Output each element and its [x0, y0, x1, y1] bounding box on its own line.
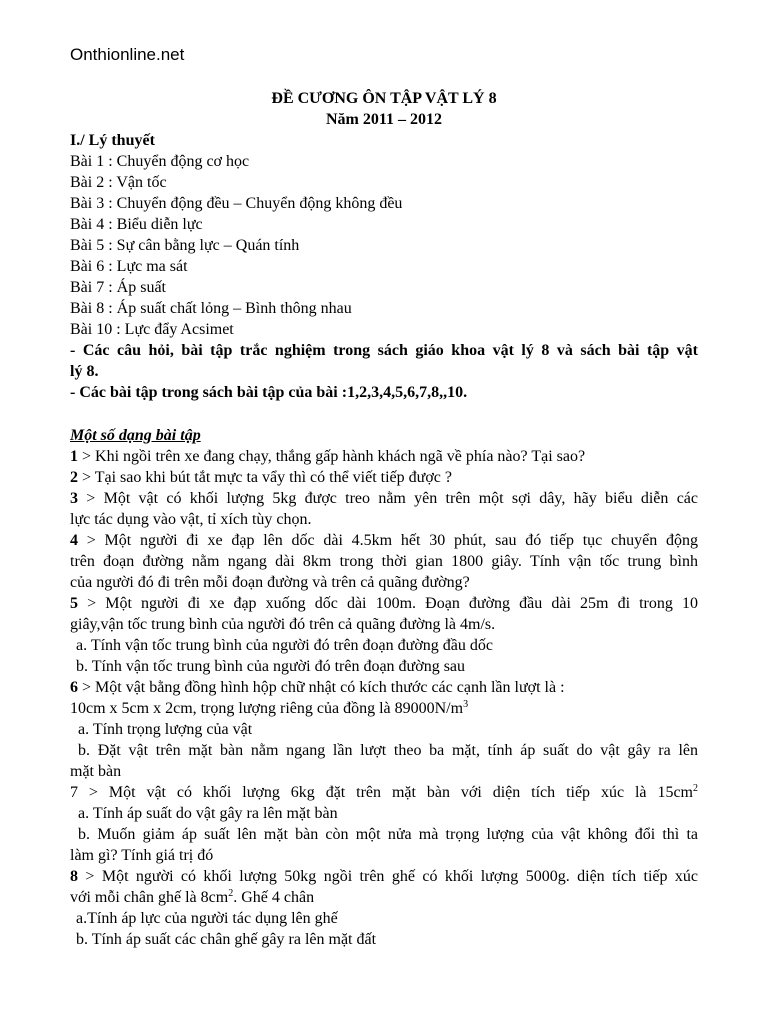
question-number: 2 [70, 469, 78, 486]
lesson-item: Bài 6 : Lực ma sát [70, 258, 188, 275]
question-5-part-b: b. Tính vận tốc trung bình của người đó trên đoạn đường sau [76, 658, 466, 675]
question-text: > Một vật bằng đồng hình hộp chữ nhật có kích thước các cạnh lần lượt là : [78, 679, 565, 696]
question-4-cont: trên đoạn đường nằm ngang dài 8km trong thời gian 1800 giây. Tính vận tốc trung bình [70, 553, 698, 570]
lesson-item: Bài 3 : Chuyển động đều – Chuyển động không đều [70, 195, 403, 212]
question-number: 3 [70, 490, 78, 507]
question-8-part-b: b. Tính áp suất các chân ghế gây ra lên mặt đất [76, 931, 377, 948]
lesson-item: Bài 4 : Biểu diễn lực [70, 216, 203, 233]
question-8 [70, 866, 698, 887]
document-year: Năm 2011 – 2012 [326, 111, 442, 128]
question-text: > Một người đi xe đạp xuống dốc dài 100m. Đoạn đường đầu dài 25m đi trong 10 [78, 595, 698, 612]
question-text: > Một vật có khối lượng 5kg được treo nằm yên trên một sợi dây, hãy biểu diễn các [78, 490, 698, 507]
question-7-part-b-cont: làm gì? Tính giá trị đó [70, 847, 214, 864]
theory-note-2: - Các bài tập trong sách bài tập của bài :1,2,3,4,5,6,7,8,,10. [70, 384, 468, 401]
question-1 [70, 446, 698, 467]
site-name: Onthionline.net [70, 45, 185, 64]
question-8-part-a: a.Tính áp lực của người tác dụng lên ghế [76, 910, 338, 927]
question-7-part-a: a. Tính áp suất do vật gây ra lên mặt bàn [78, 805, 338, 822]
superscript: 2 [228, 888, 234, 899]
question-5-part-a: a. Tính vận tốc trung bình của người đó trên đoạn đường đầu dốc [76, 637, 493, 654]
question-text: > Một người đi xe đạp lên dốc dài 4.5km hết 30 phút, sau đó tiếp tục chuyển động [78, 532, 698, 549]
question-7 [70, 782, 698, 803]
question-text: 10cm x 5cm x 2cm, trọng lượng riêng của đồng là 89000N/m [70, 700, 464, 717]
question-7-part-b: b. Muốn giảm áp suất lên mặt bàn còn một nửa mà trọng lượng của vật không đổi thì ta [78, 826, 698, 843]
question-4-cont: của người đó đi trên mỗi đoạn đường và trên cả quãng đường? [70, 574, 470, 591]
question-5 [70, 593, 698, 614]
question-text: > Tại sao khi bút tắt mực ta vẩy thì có thể viết tiếp được ? [78, 469, 452, 486]
lesson-item: Bài 1 : Chuyển động cơ học [70, 153, 250, 170]
question-6-part-b: b. Đặt vật trên mặt bàn nằm ngang lần lượt theo ba mặt, tính áp suất do vật gây ra lên [78, 742, 698, 759]
question-number: 5 [70, 595, 78, 612]
document-header [0, 88, 768, 130]
question-3 [70, 488, 698, 509]
question-8-cont [70, 887, 698, 908]
lesson-item: Bài 2 : Vận tốc [70, 174, 167, 191]
theory-heading: I./ Lý thuyết [70, 132, 155, 149]
question-text: 7 > Một vật có khối lượng 6kg đặt trên mặt bàn với diện tích tiếp xúc là 15cm [70, 784, 693, 801]
lesson-item: Bài 7 : Áp suất [70, 279, 166, 296]
superscript: 2 [693, 783, 698, 794]
question-text: > Khi ngồi trên xe đang chạy, thắng gấp hành khách ngã về phía nào? Tại sao? [78, 448, 586, 465]
theory-note-1-cont: lý 8. [70, 363, 99, 380]
question-text: > Một người có khối lượng 50kg ngồi trên ghế có khối lượng 5000g. diện tích tiếp xúc [78, 868, 698, 885]
lesson-item: Bài 10 : Lực đẩy Acsimet [70, 321, 234, 338]
question-3-cont: lực tác dụng vào vật, tỉ xích tùy chọn. [70, 511, 312, 528]
lesson-item: Bài 5 : Sự cân bằng lực – Quán tính [70, 237, 300, 254]
theory-note-1: - Các câu hỏi, bài tập trắc nghiệm trong sách giáo khoa vật lý 8 và sách bài tập vật [70, 342, 698, 359]
document-body [70, 130, 698, 950]
question-4 [70, 530, 698, 551]
question-6-part-b-cont: mặt bàn [70, 763, 122, 780]
question-number: 1 [70, 448, 78, 465]
exercises-heading: Một số dạng bài tập [70, 427, 201, 444]
question-number: 4 [70, 532, 78, 549]
question-6-part-a: a. Tính trọng lượng của vật [78, 721, 253, 738]
question-6-cont [70, 698, 698, 719]
lesson-item: Bài 8 : Áp suất chất lỏng – Bình thông nhau [70, 300, 352, 317]
spacer [70, 403, 698, 425]
question-number: 8 [70, 868, 78, 885]
question-6 [70, 677, 698, 698]
question-2 [70, 467, 698, 488]
question-number: 6 [70, 679, 78, 696]
question-5-cont: giây,vận tốc trung bình của người đó trên cả quãng đường là 4m/s. [70, 616, 496, 633]
superscript: 3 [463, 699, 469, 710]
document-title: ĐỀ CƯƠNG ÔN TẬP VẬT LÝ 8 [271, 90, 497, 107]
question-text: với mỗi chân ghế là 8cm [70, 889, 229, 906]
question-text: . Ghế 4 chân [233, 889, 315, 906]
